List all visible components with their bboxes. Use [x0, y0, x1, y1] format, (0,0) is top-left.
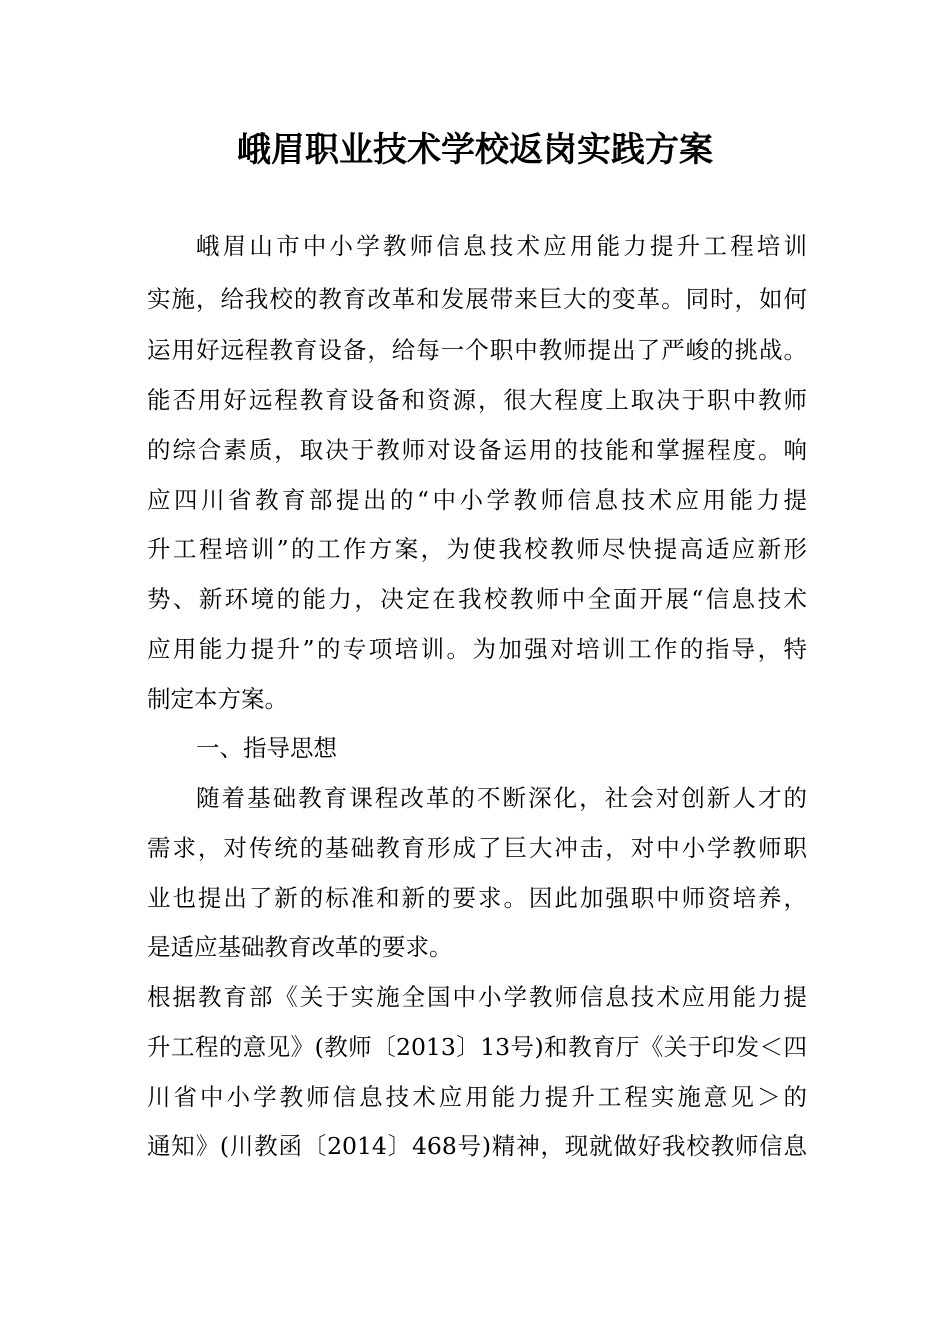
paragraph-line: 通知》(川教函〔2014〕468号)精神，现就做好我校教师信息 — [147, 1132, 807, 1160]
section-heading: 一、指导思想 — [196, 734, 337, 762]
paragraph-line: 需求，对传统的基础教育形成了巨大冲击，对中小学教师职 — [147, 834, 807, 862]
paragraph-line: 升工程培训”的工作方案，为使我校教师尽快提高适应新形 — [147, 535, 807, 563]
paragraph-line: 业也提出了新的标准和新的要求。因此加强职中师资培养， — [147, 884, 807, 912]
paragraph-line: 制定本方案。 — [147, 685, 288, 713]
paragraph-line: 运用好远程教育设备，给每一个职中教师提出了严峻的挑战。 — [147, 336, 807, 364]
paragraph-line: 实施，给我校的教育改革和发展带来巨大的变革。同时，如何 — [147, 285, 807, 313]
paragraph-line: 随着基础教育课程改革的不断深化，社会对创新人才的 — [196, 784, 807, 812]
paragraph-line: 应四川省教育部提出的“中小学教师信息技术应用能力提 — [147, 486, 807, 514]
paragraph-line: 升工程的意见》(教师〔2013〕13号)和教育厅《关于印发＜四 — [147, 1033, 807, 1061]
paragraph-line: 的综合素质，取决于教师对设备运用的技能和掌握程度。响 — [147, 436, 807, 464]
paragraph-line: 能否用好远程教育设备和资源，很大程度上取决于职中教师 — [147, 386, 807, 414]
paragraph-line: 是适应基础教育改革的要求。 — [147, 933, 453, 961]
paragraph-line: 势、新环境的能力，决定在我校教师中全面开展“信息技术 — [147, 585, 807, 613]
paragraph-line: 川省中小学教师信息技术应用能力提升工程实施意见＞的 — [147, 1083, 807, 1111]
paragraph-line: 峨眉山市中小学教师信息技术应用能力提升工程培训 — [196, 232, 807, 260]
paragraph-line: 根据教育部《关于实施全国中小学教师信息技术应用能力提 — [147, 983, 807, 1011]
document-title: 峨眉职业技术学校返岗实践方案 — [237, 130, 713, 170]
paragraph-line: 应用能力提升”的专项培训。为加强对培训工作的指导，特 — [147, 635, 807, 663]
